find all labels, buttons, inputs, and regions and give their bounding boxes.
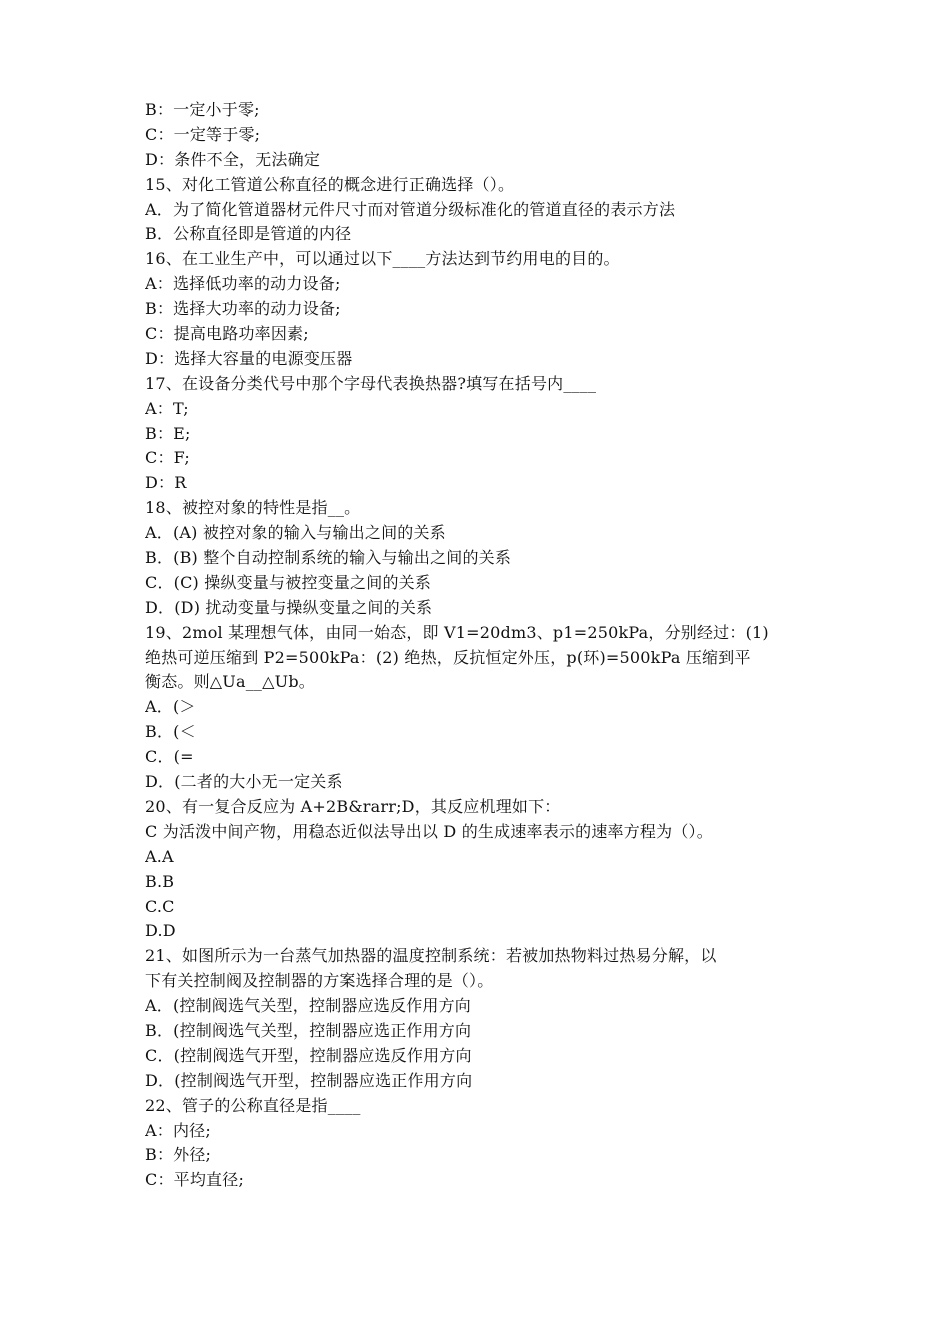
question-19: 19、2mol 某理想气体，由同一始态，即 V1=20dm3、p1=250kPa，分别经过：(1) [145,622,769,642]
text-line: C：F; [145,448,190,468]
question-20: 20、有一复合反应为 A+2B&rarr;D，其反应机理如下： [145,796,561,816]
text-line: C．(= [145,747,194,767]
text-line: C：一定等于零; [145,124,261,144]
text-line: C：平均直径; [145,1170,245,1190]
text-line: D．(D) 扰动变量与操纵变量之间的关系 [145,597,433,617]
text-line: B：一定小于零; [145,100,260,119]
text-line: A：T; [145,398,189,418]
text-line: D：R [145,473,187,493]
text-line: A．(＞ [145,697,196,717]
question-16: 16、在工业生产中，可以通过以下____方法达到节约用电的目的。 [145,249,620,269]
text-line: A．(控制阀选气关型，控制器应选反作用方向 [145,996,471,1016]
text-line: C.C [145,896,175,916]
text-line: B．(B) 整个自动控制系统的输入与输出之间的关系 [145,548,512,568]
question-21: 21、如图所示为一台蒸气加热器的温度控制系统：若被加热物料过热易分解，以 [145,946,717,966]
text-line: D．(控制阀选气开型，控制器应选正作用方向 [145,1070,473,1090]
question-22: 22、管子的公称直径是指____ [145,1095,361,1115]
text-line: 绝热可逆压缩到 P2=500kPa：(2) 绝热，反抗恒定外压，p(环)=500kPa 压缩到平 [145,647,751,667]
text-line: 衡态。则△Ua__△Ub。 [145,672,315,692]
text-line: A．(A) 被控对象的输入与输出之间的关系 [145,523,446,543]
question-15: 15、对化工管道公称直径的概念进行正确选择（）。 [145,174,515,194]
text-line: C．(控制阀选气开型，控制器应选反作用方向 [145,1045,472,1065]
text-line: C．(C) 操纵变量与被控变量之间的关系 [145,572,432,592]
text-line: D.D [145,921,176,941]
text-line: B：选择大功率的动力设备; [145,299,341,319]
text-line: C：提高电路功率因素; [145,324,309,344]
question-18: 18、被控对象的特性是指__。 [145,498,361,518]
text-line: A：内径; [145,1120,211,1140]
text-line: B：外径; [145,1145,212,1165]
text-line: B：E; [145,423,191,443]
text-line: A.A [145,846,174,866]
text-line: D：条件不全，无法确定 [145,149,321,169]
text-line: A．为了简化管道器材元件尺寸而对管道分级标准化的管道直径的表示方法 [145,199,676,219]
text-line: C 为活泼中间产物，用稳态近似法导出以 D 的生成速率表示的速率方程为（）。 [145,821,713,841]
text-line: D：选择大容量的电源变压器 [145,348,353,368]
text-line: B.B [145,871,175,891]
document-page [145,98,810,1193]
text-line: B．(控制阀选气关型，控制器应选正作用方向 [145,1020,472,1040]
text-line: B．(＜ [145,722,196,742]
text-line: B．公称直径即是管道的内径 [145,224,352,244]
question-17: 17、在设备分类代号中那个字母代表换热器?填写在括号内____ [145,373,597,393]
text-line: D．(二者的大小无一定关系 [145,772,343,792]
text-line: A：选择低功率的动力设备; [145,274,341,294]
text-line: 下有关控制阀及控制器的方案选择合理的是（）。 [145,971,494,991]
